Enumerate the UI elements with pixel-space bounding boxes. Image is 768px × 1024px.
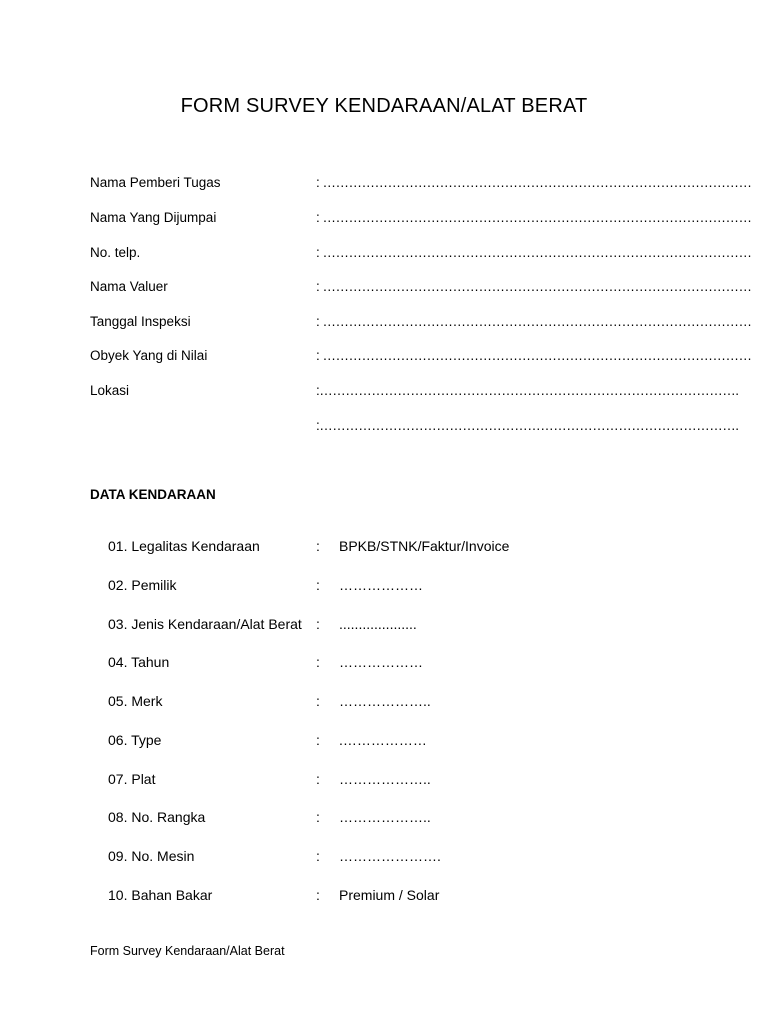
field-value: : ………………………………………………………………………………………	[316, 175, 752, 190]
item-colon: :	[316, 809, 320, 825]
field-value: :…………………………………………………………………………………….	[316, 383, 739, 398]
field-value: :…………………………………………………………………………………….	[316, 418, 739, 433]
item-value: ....................	[339, 616, 417, 632]
document-title: FORM SURVEY KENDARAAN/ALAT BERAT	[180, 95, 588, 117]
item-value: ………………..	[339, 693, 431, 709]
item-value: ………………	[339, 654, 423, 670]
item-label: 04. Tahun	[108, 654, 170, 670]
field-label: Nama Pemberi Tugas	[90, 175, 221, 190]
item-label: 01. Legalitas Kendaraan	[108, 538, 260, 554]
field-value: : ………………………………………………………………………………………	[316, 245, 752, 260]
page-footer: Form Survey Kendaraan/Alat Berat	[90, 944, 285, 958]
item-colon: :	[316, 887, 320, 903]
item-colon: :	[316, 693, 320, 709]
item-value: BPKB/STNK/Faktur/Invoice	[339, 538, 510, 554]
item-label: 02. Pemilik	[108, 577, 177, 593]
field-value: : ………………………………………………………………………………………	[316, 314, 752, 329]
item-value: .………………	[339, 732, 427, 748]
item-value: ………………	[339, 577, 423, 593]
item-colon: :	[316, 732, 320, 748]
field-label: Obyek Yang di Nilai	[90, 348, 208, 363]
item-label: 03. Jenis Kendaraan/Alat Berat	[108, 616, 302, 632]
item-label: 06. Type	[108, 732, 162, 748]
field-value: : ………………………………………………………………………………………	[316, 348, 752, 363]
item-label: 09. No. Mesin	[108, 848, 195, 864]
item-label: 05. Merk	[108, 693, 163, 709]
item-colon: :	[316, 577, 320, 593]
item-value: Premium / Solar	[339, 887, 440, 903]
item-colon: :	[316, 848, 320, 864]
item-label: 07. Plat	[108, 771, 156, 787]
item-label: 10. Bahan Bakar	[108, 887, 213, 903]
item-value: ………………..	[339, 771, 431, 787]
item-value: ………………….	[339, 848, 441, 864]
field-label: Nama Yang Dijumpai	[90, 210, 217, 225]
field-value: : ………………………………………………………………………………………	[316, 210, 752, 225]
item-colon: :	[316, 616, 320, 632]
field-label: Nama Valuer	[90, 279, 168, 294]
field-label: Lokasi	[90, 383, 130, 398]
item-colon: :	[316, 538, 320, 554]
field-label: No. telp.	[90, 245, 141, 260]
item-value: ………………..	[339, 809, 431, 825]
item-colon: :	[316, 771, 320, 787]
item-label: 08. No. Rangka	[108, 809, 206, 825]
field-value: : ………………………………………………………………………………………	[316, 279, 752, 294]
item-colon: :	[316, 654, 320, 670]
field-label: Tanggal Inspeksi	[90, 314, 191, 329]
section-title: DATA KENDARAAN	[90, 487, 216, 502]
